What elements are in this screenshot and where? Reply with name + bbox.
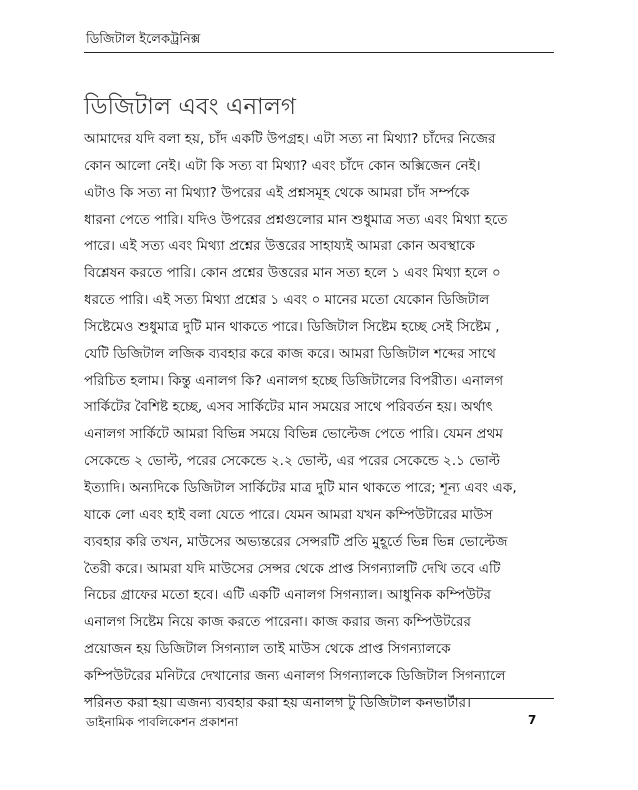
body-line: এনালগ সার্কিটে আমরা বিভিন্ন সময়ে বিভিন্ন ভোল্টেজ পেতে পারি। যেমন প্রথম — [84, 426, 503, 443]
running-header: ডিজিটাল ইলেকট্রনিক্স — [86, 32, 201, 47]
body-line: সেকেন্ডে ২ ভোল্ট, পরের সেকেন্ডে ২.২ ভোল্ট, এর পরের সেকেন্ডে ২.১ ভোল্ট — [84, 453, 501, 470]
body-line: কম্পিউটরের মনিটরে দেখানোর জন্য এনালগ সিগন্যালকে ডিজিটাল সিগন্যালে — [84, 667, 506, 684]
footer-divider — [84, 698, 554, 699]
body-line: এনালগ সিষ্টেম নিয়ে কাজ করতে পারেনা। কাজ করার জন্য কম্পিউটরের — [84, 614, 471, 631]
body-line: ধরতে পারি। এই সত্য মিথ্যা প্রশ্নের ১ এবং ০ মানের মতো যেকোন ডিজিটাল — [84, 292, 490, 309]
body-line: কোন আলো নেই। এটা কি সত্য বা মিথ্যা? এবং চাঁদে কোন অক্সিজেন নেই। — [84, 157, 481, 174]
page-number: 7 — [528, 713, 537, 727]
body-line: পরিচিত হলাম। কিন্তু এনালগ কি? এনালগ হচ্ছে ডিজিটালের বিপরীত। এনালগ — [84, 372, 504, 389]
body-line: ব্যবহার করি তখন, মাউসের অভ্যন্তরের সেন্সরটি প্রতি মুহূর্তে ভিন্ন ভিন্ন ভোল্টেজ — [84, 533, 508, 550]
header-divider — [84, 52, 554, 53]
body-line: পরিনত করা হয়। এজন্য ব্যবহার করা হয় এনালগ টু ডিজিটাল কনভার্টার। — [84, 694, 471, 711]
body-line: এটাও কি সত্য না মিথ্যা? উপরের এই প্রশ্নসমূহ থেকে আমরা চাঁদ সর্ম্পকে — [84, 184, 470, 201]
body-line: ধারনা পেতে পারি। যদিও উপরের প্রশ্নগুলোর মান শুধুমাত্র সত্য এবং মিথ্যা হতে — [84, 211, 508, 228]
body-paragraph — [84, 126, 554, 717]
body-line: যেটি ডিজিটাল লজিক ব্যবহার করে কাজ করে। আমরা ডিজিটাল শব্দের সাথে — [84, 345, 496, 362]
body-line: ইত্যাদি। অন্যদিকে ডিজিটাল সার্কিটের মাত্র দুটি মান থাকতে পারে; শূন্য এবং এক, — [84, 479, 517, 496]
body-line: সিষ্টেমেও শুধুমাত্র দুটি মান থাকতে পারে। ডিজিটাল সিষ্টেম হচ্ছে সেই সিষ্টেম , — [84, 318, 500, 335]
body-line: পারে। এই সত্য এবং মিথ্যা প্রশ্নের উত্তরের সাহায্যই আমরা কোন অবস্থাকে — [84, 238, 475, 255]
footer-publisher: ডাইনামিক পাবলিকেশন প্রকাশনা — [86, 715, 239, 729]
body-line: প্রয়োজন হয় ডিজিটাল সিগন্যাল তাই মাউস থেকে প্রাপ্ত সিগন্যালকে — [84, 641, 451, 658]
body-line: আমাদের যদি বলা হয়, চাঁদ একটি উপগ্রহ। এটা সত্য না মিথ্যা? চাঁদের নিজের — [84, 131, 496, 147]
body-line: বিশ্লেষন করতে পারি। কোন প্রশ্নের উত্তরের মান সত্য হলে ১ এবং মিথ্যা হলে ০ — [84, 265, 501, 282]
body-line: তৈরী করে। আমরা যদি মাউসের সেন্সর থেকে প্রাপ্ত সিগন্যালটি দেখি তবে এটি — [84, 560, 501, 577]
body-line: যাকে লো এবং হাই বলা যেতে পারে। যেমন আমরা যখন কম্পিউটারের মাউস — [84, 506, 493, 523]
body-line: নিচের গ্রাফের মতো হবে। এটি একটি এনালগ সিগন্যাল। আধুনিক কম্পিউটর — [84, 587, 491, 604]
body-line: সার্কিটের বৈশিষ্ট হচ্ছে, এসব সার্কিটের মান সময়ের সাথে পরিবর্তন হয়। অর্থাৎ — [84, 399, 493, 416]
section-title: ডিজিটাল এবং এনালগ — [84, 94, 296, 120]
